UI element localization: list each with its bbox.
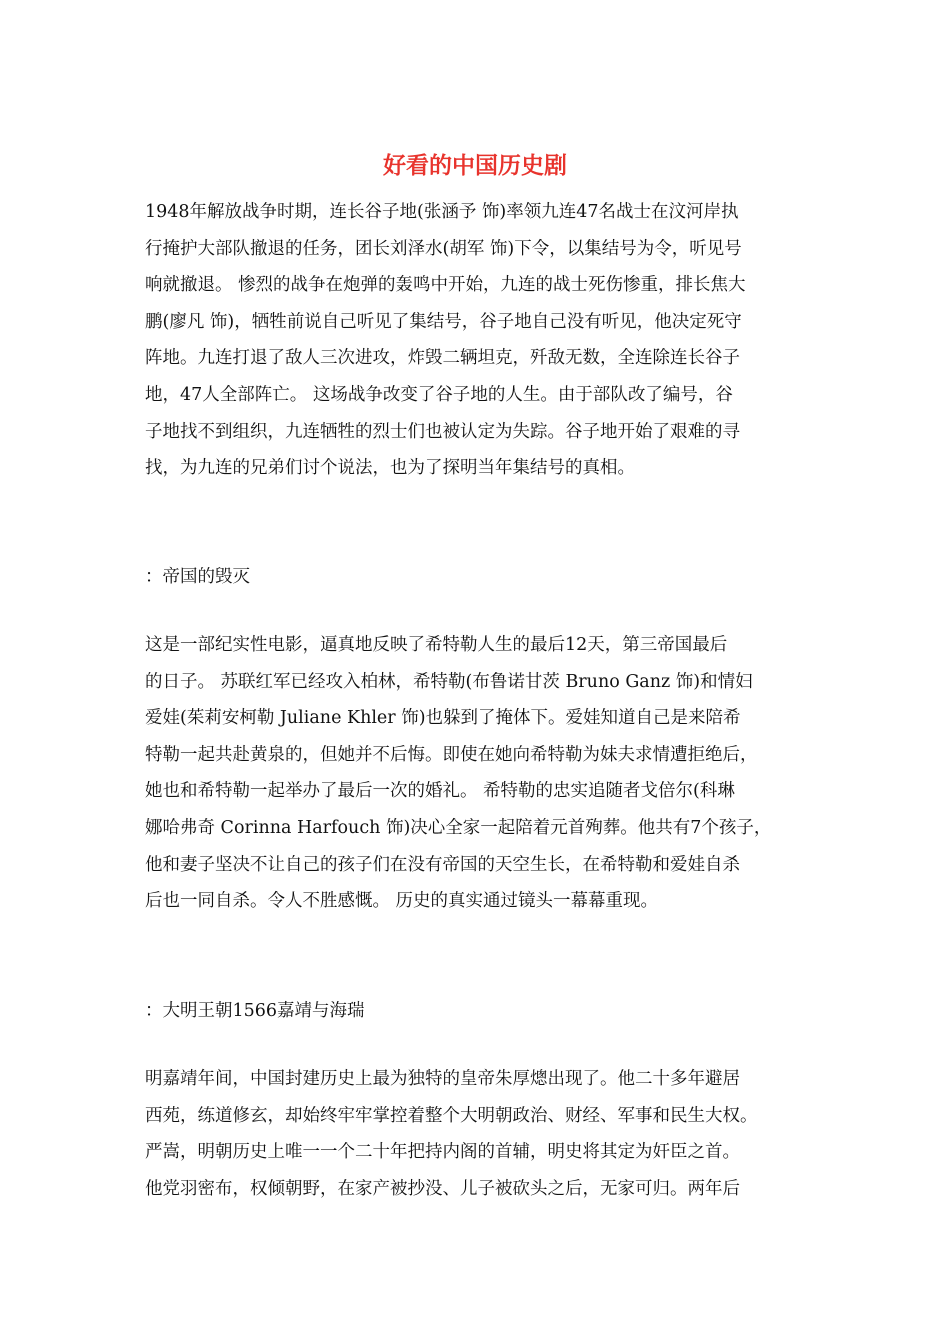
paragraph-line: 这是一部纪实性电影，逼真地反映了希特勒人生的最后12天，第三帝国最后 <box>145 635 728 655</box>
paragraph-line: 1948年解放战争时期，连长谷子地(张涵予 饰)率领九连47名战士在汶河岸执 <box>145 202 739 222</box>
document-title: 好看的中国历史剧 <box>383 152 567 179</box>
paragraph-line: 鹏(廖凡 饰)，牺牲前说自己听见了集结号，谷子地自己没有听见，他决定死守 <box>145 311 742 332</box>
section-2-heading <box>145 559 815 596</box>
paragraph-line: 后也一同自杀。令人不胜感慨。 历史的真实通过镜头一幕幕重现。 <box>145 891 659 912</box>
paragraph-line: 响就撤退。 惨烈的战争在炮弹的轰鸣中开始，九连的战士死伤惨重，排长焦大 <box>145 275 746 296</box>
section-heading: ：帝国的毁灭 <box>145 567 250 587</box>
paragraph-line: 他党羽密布，权倾朝野，在家产被抄没、儿子被砍头之后，无家可归。两年后 <box>145 1178 740 1199</box>
section-heading: ：大明王朝1566嘉靖与海瑞 <box>145 1001 365 1021</box>
paragraph-line: 明嘉靖年间，中国封建历史上最为独特的皇帝朱厚熜出现了。他二十多年避居 <box>145 1069 740 1089</box>
section-1-paragraph <box>145 194 815 487</box>
section-3-heading <box>145 993 815 1030</box>
paragraph-line: 的日子。 苏联红军已经攻入柏林，希特勒(布鲁诺甘茨 Bruno Ganz 饰)和情妇 <box>145 671 753 692</box>
paragraph-line: 找，为九连的兄弟们讨个说法，也为了探明当年集结号的真相。 <box>145 458 635 479</box>
paragraph-line: 阵地。九连打退了敌人三次进攻，炸毁二辆坦克，歼敌无数，全连除连长谷子 <box>145 348 740 369</box>
paragraph-line: 特勒一起共赴黄泉的，但她并不后悔。即使在她向希特勒为妹夫求情遭拒绝后， <box>145 744 758 765</box>
paragraph-line: 严嵩，明朝历史上唯一一个二十年把持内阁的首辅，明史将其定为奸臣之首。 <box>145 1142 740 1163</box>
paragraph-line: 娜哈弗奇 Corinna Harfouch 饰)决心全家一起陪着元首殉葬。他共有7个孩子， <box>145 817 772 838</box>
paragraph-line: 子地找不到组织，九连牺牲的烈士们也被认定为失踪。谷子地开始了艰难的寻 <box>145 421 740 442</box>
paragraph-line: 地，47人全部阵亡。 这场战争改变了谷子地的人生。由于部队改了编号，谷 <box>145 384 733 405</box>
paragraph-line: 西苑，练道修玄，却始终牢牢掌控着整个大明朝政治、财经、军事和民生大权。 <box>145 1105 758 1126</box>
paragraph-line: 行掩护大部队撤退的任务，团长刘泽水(胡军 饰)下令，以集结号为令，听见号 <box>145 238 742 259</box>
paragraph-line: 他和妻子坚决不让自己的孩子们在没有帝国的天空生长，在希特勒和爱娃自杀 <box>145 854 740 875</box>
paragraph-line: 她也和希特勒一起举办了最后一次的婚礼。 希特勒的忠实追随者戈倍尔(科琳 <box>145 781 735 802</box>
paragraph-line: 爱娃(茱莉安柯勒 Juliane Khler 饰)也躲到了掩体下。爱娃知道自己是来陪希 <box>145 708 741 729</box>
section-2-paragraph <box>145 627 815 920</box>
section-3-paragraph <box>145 1061 815 1207</box>
